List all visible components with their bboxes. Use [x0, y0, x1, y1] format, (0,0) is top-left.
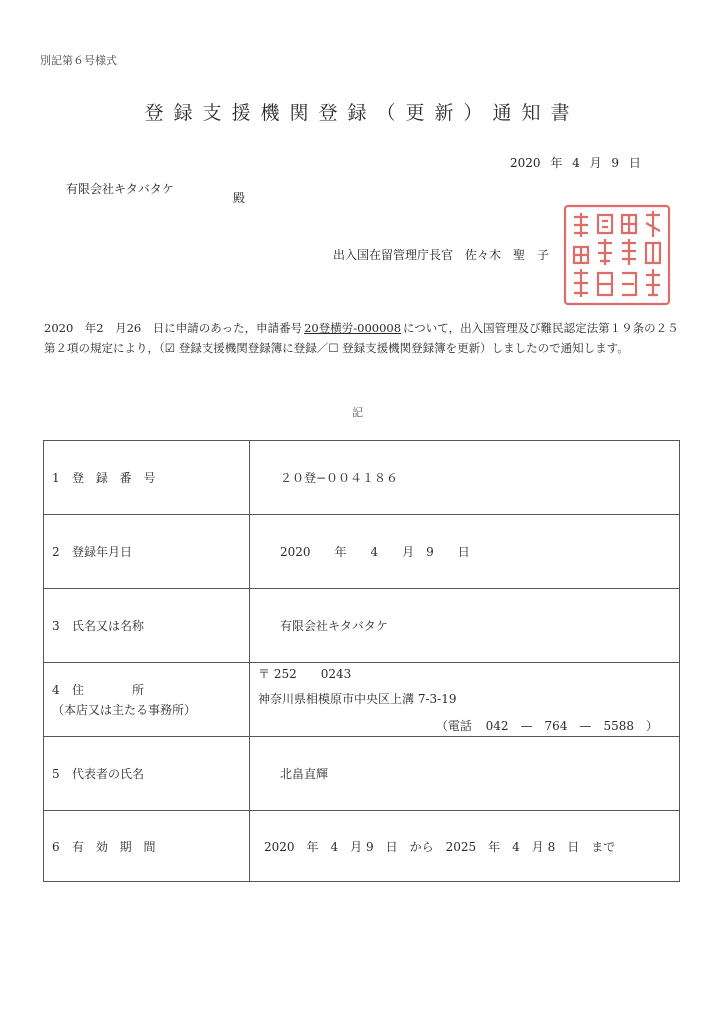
company-name: 有限会社キタバタケ: [250, 589, 680, 663]
registration-date: 2020 年 4 月 9 日: [250, 515, 680, 589]
row-label-text: 氏名又は名称: [72, 619, 145, 633]
recipient-name: 有限会社キタバタケ: [66, 182, 174, 196]
row-label: [44, 441, 250, 515]
row-number: 2: [52, 545, 60, 559]
table-row: [44, 515, 680, 589]
row-number: 5: [52, 767, 60, 781]
address: 神奈川県相模原市中央区上溝 7-3-19: [258, 692, 457, 706]
row-label: [44, 737, 250, 811]
row-number: 6: [52, 839, 60, 854]
postal-code: 〒 252 0243: [258, 667, 352, 681]
application-number: 20登横労-000008: [304, 321, 402, 335]
row-number: 4: [52, 683, 60, 697]
representative-name: 北畠直輝: [250, 737, 680, 811]
address-cell: [250, 663, 680, 737]
ki-heading: 記: [352, 406, 363, 419]
row-label-text: 登 録 番 号: [72, 471, 160, 485]
form-number: 別記第６号様式: [40, 54, 117, 67]
row-label: [44, 589, 250, 663]
row-number: 1: [52, 471, 60, 485]
row-label: [44, 515, 250, 589]
row-label: [44, 663, 250, 737]
registration-number: ２０登−００４１８６: [250, 441, 680, 515]
document-title: 登録支援機関登録（更新）通知書: [144, 102, 580, 124]
table-row: [44, 589, 680, 663]
issuer-name: 出入国在留管理庁長官 佐々木 聖 子: [333, 248, 550, 262]
row-label-text: 代表者の氏名: [72, 767, 145, 781]
body-part-1: 2020 年2 月26 日に申請のあった，申請番号: [44, 321, 303, 335]
table-row: [44, 663, 680, 737]
row-label-text: 有 効 期 間: [72, 839, 160, 854]
registration-details-table: [43, 440, 680, 882]
row-label-text: 登録年月日: [72, 545, 133, 559]
table-row: [44, 441, 680, 515]
row-number: 3: [52, 619, 60, 633]
table-row: [44, 811, 680, 882]
row-label-text: 住 所: [72, 683, 145, 697]
row-sublabel: （本店又は主たる事務所）: [52, 703, 197, 717]
table-row: [44, 737, 680, 811]
notice-body: [44, 318, 684, 358]
issue-date: 2020 年 4 月 9 日: [510, 156, 641, 170]
phone-number: （電話 042 — 764 — 5588 ）: [435, 719, 658, 733]
official-seal-stamp: [562, 203, 672, 307]
body-part-2: について，出入国管理及び難民認定法第１９条の２５第２項の規定により，（☑ 登録支援機関登録簿に登録／☐ 登録支援機関登録簿を更新）しましたので通知します。: [44, 321, 679, 355]
validity-period: 2020 年 4 月 9 日 から 2025 年 4 月 8 日 まで: [250, 811, 680, 882]
row-label: [44, 811, 250, 882]
recipient-honorific: 殿: [233, 191, 246, 205]
